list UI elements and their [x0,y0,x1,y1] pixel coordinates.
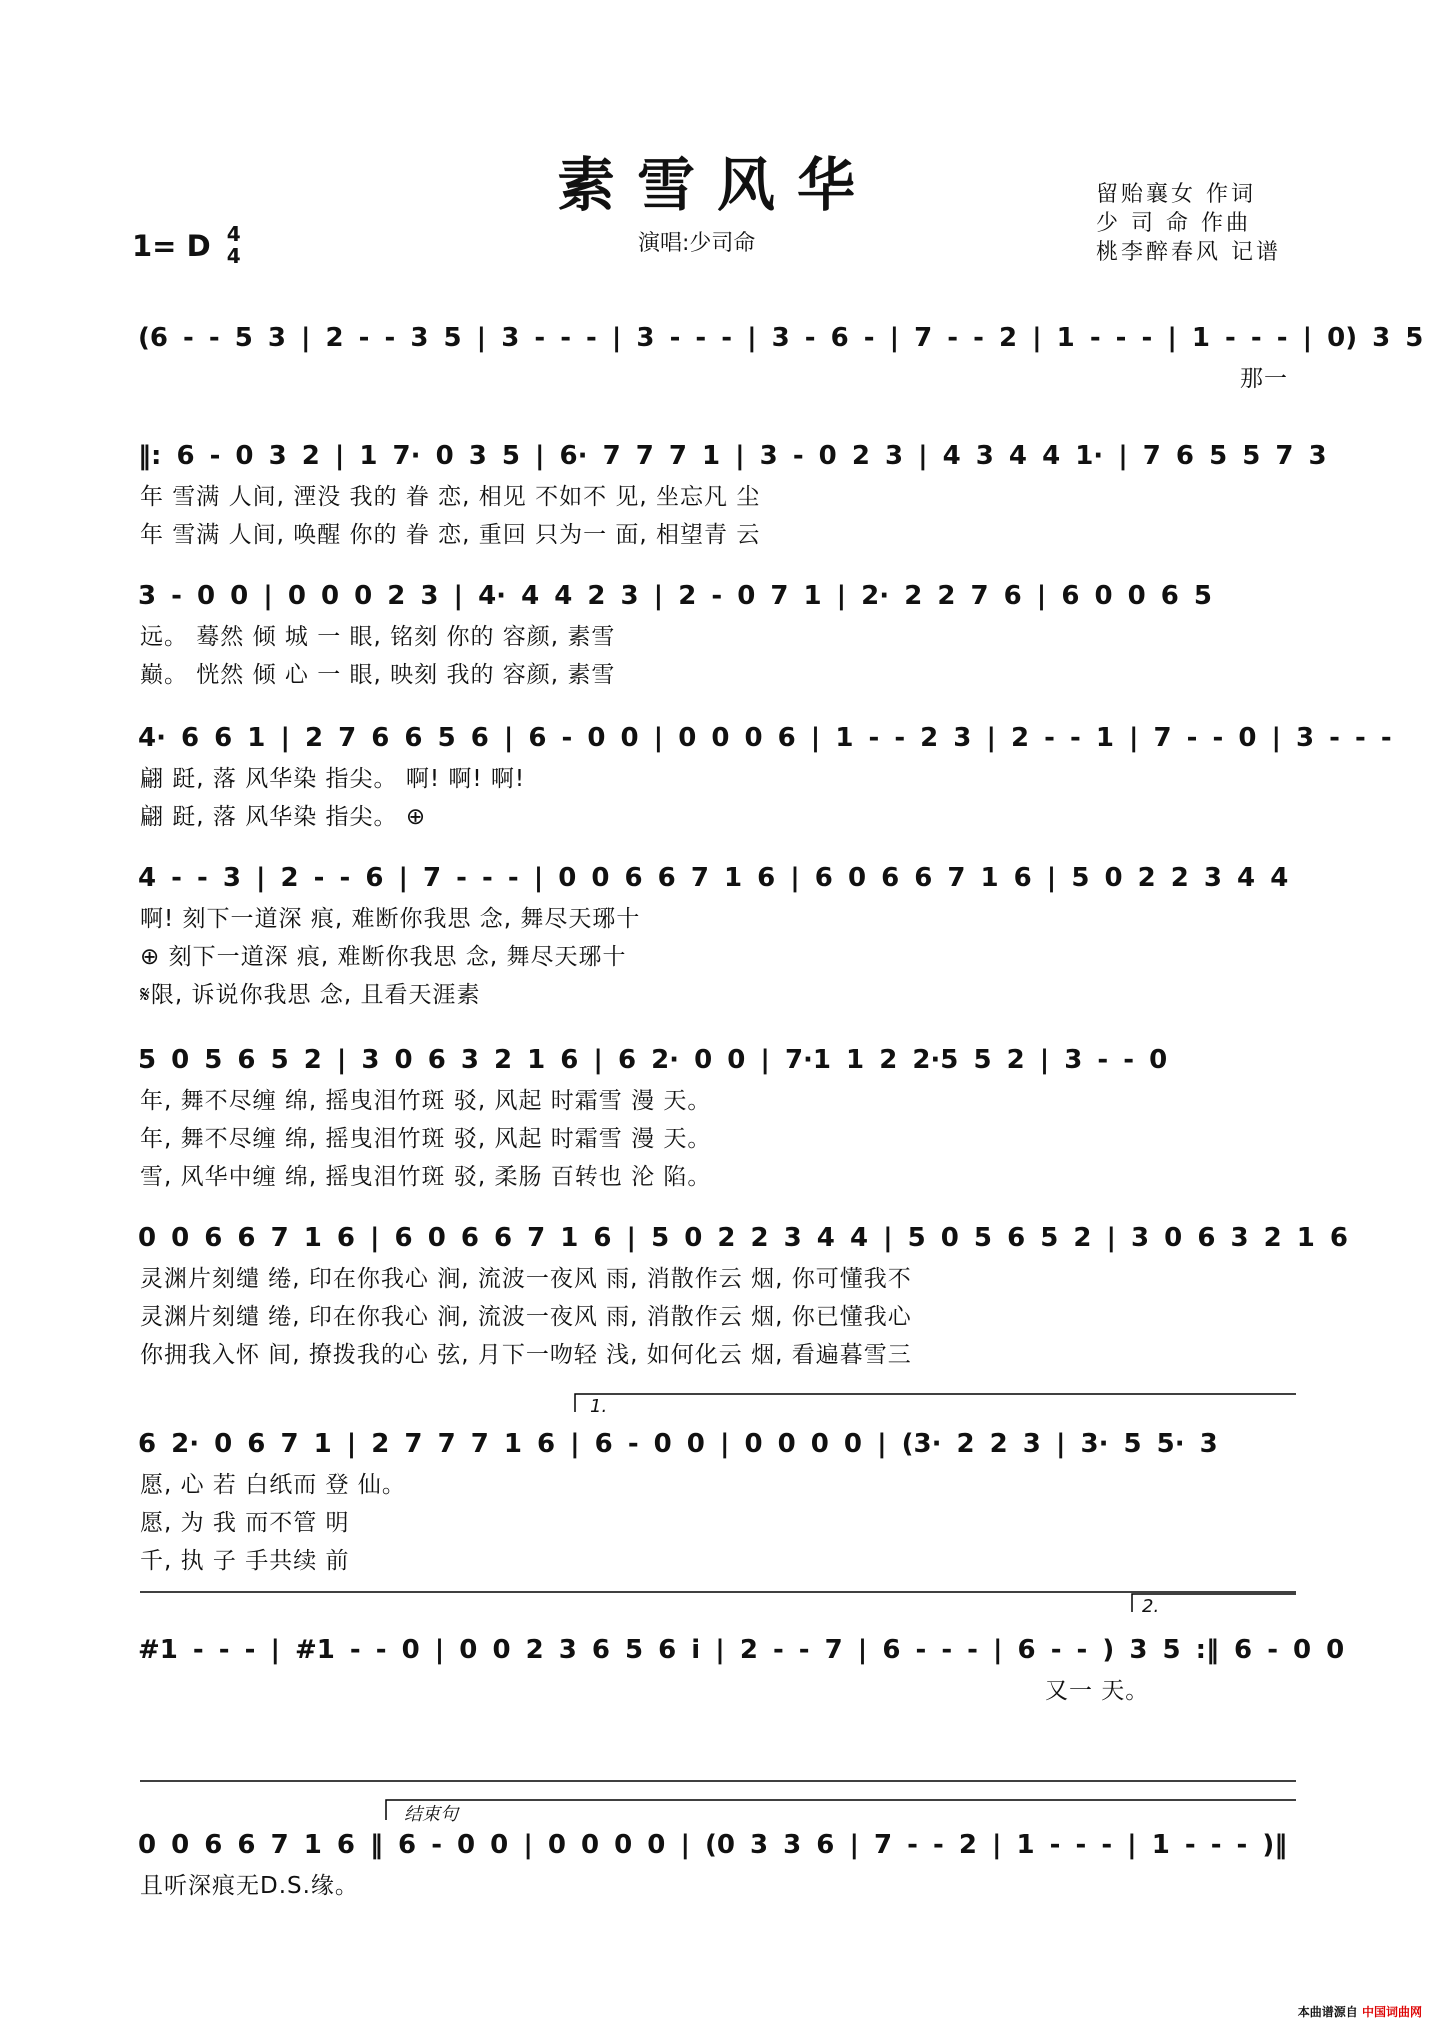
lyric-line: 且听深痕无D.S.缘。 [140,1873,359,1899]
volta-label: 2. [1142,1596,1160,1617]
lyric-line: 翩 跹, 落 风华染 指尖。 ⊕ [140,804,427,830]
lyric-line: 愿, 为 我 而不管 明 [140,1510,350,1536]
coda-bracket [386,1800,1296,1820]
lyric-line: 愿, 心 若 白纸而 登 仙。 [140,1472,406,1498]
lyric-line: 年, 舞不尽缠 绵, 摇曳泪竹斑 驳, 风起 时霜雪 漫 天。 [140,1088,712,1114]
lyric-line: 雪, 风华中缠 绵, 摇曳泪竹斑 驳, 柔肠 百转也 沦 陷。 [140,1164,712,1190]
notation-row: ‖: 6 - 0 3 2 | 1 7· 0 3 5 | 6· 7 7 7 1 | 3 - 0 2 3 | 4 3 4 4 1· | 7 6 5 5 7 3 [138,441,1327,471]
composer-credit: 少 司 命 作曲 [1096,211,1251,236]
footer-source: 本曲谱源自 [1297,2005,1358,2019]
lyric-line: 啊! 刻下一道深 痕, 难断你我思 念, 舞尽天琊十 [140,906,641,932]
time-numerator: 4 [226,222,241,246]
lyric-line: 巅。 恍然 倾 心 一 眼, 映刻 我的 容颜, 素雪 [140,662,616,688]
notation-row: 3 - 0 0 | 0 0 0 2 3 | 4· 4 4 2 3 | 2 - 0 7 1 | 2· 2 2 7 6 | 6 0 0 6 5 [138,581,1212,611]
key-label: 1= D [132,229,211,263]
notation-row: 6 2· 0 6 7 1 | 2 7 7 7 1 6 | 6 - 0 0 | 0 0 0 0 | (3· 2 2 3 | 3· 5 5· 3 [138,1429,1218,1459]
lyric-line: ⊕ 刻下一道深 痕, 难断你我思 念, 舞尽天琊十 [140,944,627,970]
lyric-line: 翩 跹, 落 风华染 指尖。 啊! 啊! 啊! [140,766,526,792]
volta-bracket-2 [1132,1594,1296,1612]
lyric-line: 年 雪满 人间, 唤醒 你的 眷 恋, 重回 只为一 面, 相望青 云 [140,522,761,548]
volta-label: 1. [590,1396,608,1417]
song-title: 素雪风华 [556,151,877,219]
notation-row: 4 - - 3 | 2 - - 6 | 7 - - - | 0 0 6 6 7 1 6 | 6 0 6 6 7 1 6 | 5 0 2 2 3 4 4 [138,863,1289,893]
lyric-line: 那一 [1240,366,1288,392]
lyric-line: 千, 执 子 手共续 前 [140,1548,350,1574]
lyric-line: 年, 舞不尽缠 绵, 摇曳泪竹斑 驳, 风起 时霜雪 漫 天。 [140,1126,712,1152]
lyric-line: 你拥我入怀 间, 撩拨我的心 弦, 月下一吻轻 浅, 如何化云 烟, 看遍暮雪三 [140,1342,912,1368]
notation-row: 0 0 6 6 7 1 6 | 6 0 6 6 7 1 6 | 5 0 2 2 3 4 4 | 5 0 5 6 5 2 | 3 0 6 3 2 1 6 [138,1223,1348,1253]
ending-label: 结束句 [404,1804,458,1825]
lyric-line: 年 雪满 人间, 湮没 我的 眷 恋, 相见 不如不 见, 坐忘凡 尘 [140,484,761,510]
notation-row: 4· 6 6 1 | 2 7 6 6 5 6 | 6 - 0 0 | 0 0 0 6 | 1 - - 2 3 | 2 - - 1 | 7 - - 0 | 3 - - - [138,723,1392,753]
notation-row: #1 - - - | #1 - - 0 | 0 0 2 3 6 5 6 i | 2 - - 7 | 6 - - - | 6 - - ) 3 5 :‖ 6 - 0 0 [138,1635,1345,1665]
notation-row: 0 0 6 6 7 1 6 ‖ 6 - 0 0 | 0 0 0 0 | (0 3 3 6 | 7 - - 2 | 1 - - - | 1 - - - )‖ [138,1830,1288,1860]
lyric-line: 灵渊片刻缱 绻, 印在你我心 涧, 流波一夜风 雨, 消散作云 烟, 你可懂我不 [140,1266,912,1292]
lyricist-credit: 留贻襄女 作词 [1096,182,1256,207]
lyric-line: 𝄋限, 诉说你我思 念, 且看天涯素 [140,982,481,1008]
footer-site: 中国词曲网 [1361,2005,1422,2019]
volta-bracket-1 [575,1394,1296,1412]
singer-credit: 演唱:少司命 [638,231,756,256]
notation-row: 5 0 5 6 5 2 | 3 0 6 3 2 1 6 | 6 2· 0 0 | 7·1 1 2 2·5 5 2 | 3 - - 0 [138,1045,1168,1075]
footer [1298,2003,1422,2020]
lyric-line: 远。 蓦然 倾 城 一 眼, 铭刻 你的 容颜, 素雪 [140,624,616,650]
lyric-line: 灵渊片刻缱 绻, 印在你我心 涧, 流波一夜风 雨, 消散作云 烟, 你已懂我心 [140,1304,912,1330]
time-denominator: 4 [226,244,241,268]
lyric-line: 又一 天。 [1045,1678,1150,1704]
notation-row: (6 - - 5 3 | 2 - - 3 5 | 3 - - - | 3 - - - | 3 - 6 - | 7 - - 2 | 1 - - - | 1 - - - | 0) 3 5 [138,323,1424,353]
transcriber-credit: 桃李醉春风 记谱 [1096,240,1281,265]
